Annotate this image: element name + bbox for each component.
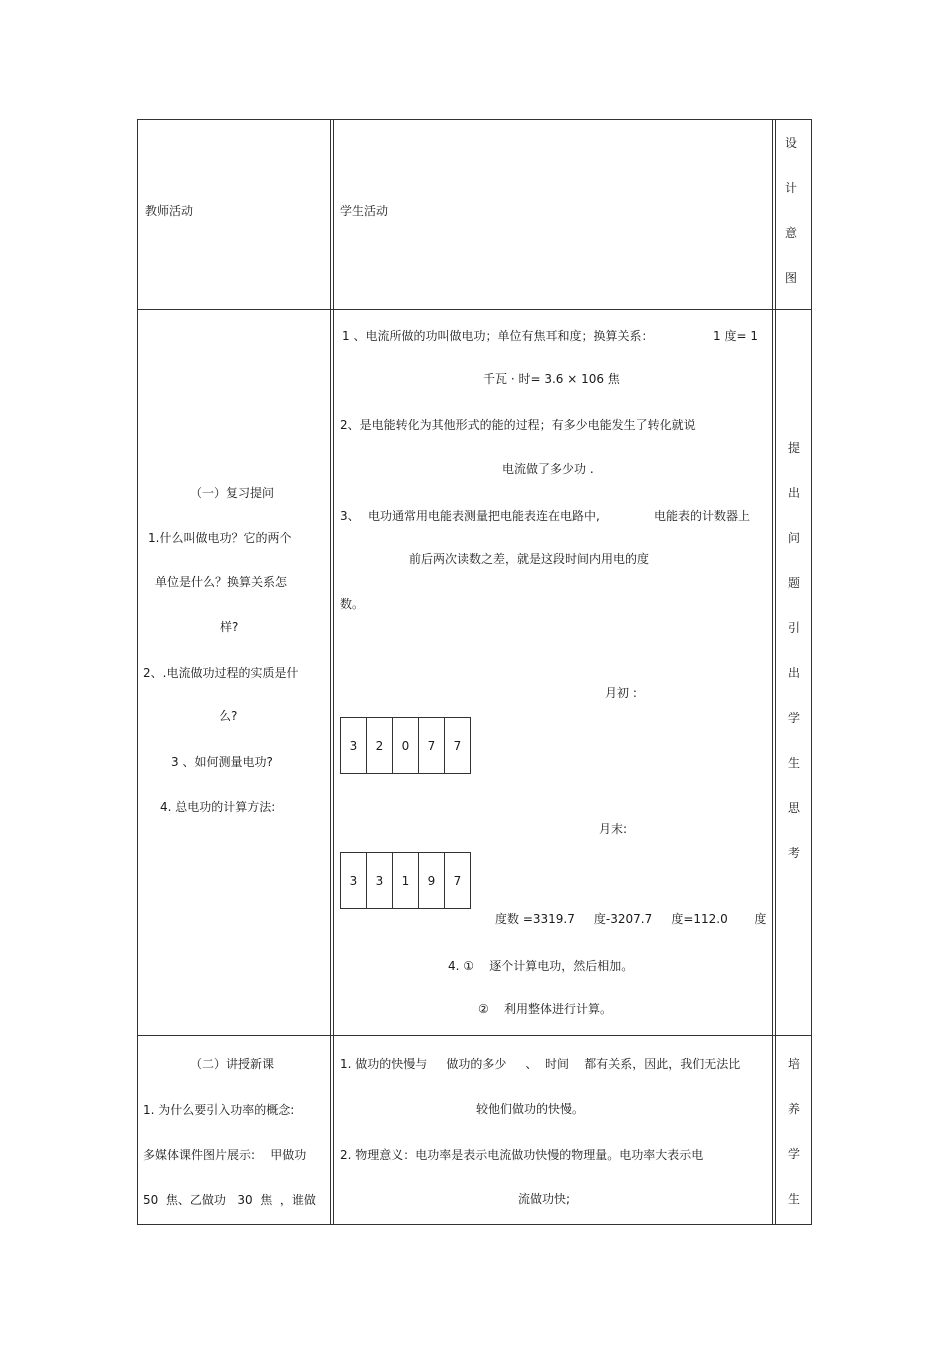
meter-digit: 0 (393, 718, 419, 773)
design-char: 学 (787, 1147, 800, 1161)
meter-digit: 3 (367, 853, 393, 908)
design-char: 出 (787, 666, 800, 680)
review-q3: 3 、如何测量电功? (171, 755, 273, 769)
meter-end (340, 852, 471, 909)
meter-digit: 7 (419, 718, 445, 773)
answer-3b: 电功通常用电能表测量把电能表连在电路中, (368, 509, 600, 523)
header-design-char: 图 (784, 271, 797, 285)
review-q1c: 样? (220, 620, 239, 634)
design-note-2 (774, 1056, 814, 1236)
answer-3d: 前后两次读数之差，就是这段时间内用电的度 (409, 552, 650, 566)
meter-start (340, 717, 471, 774)
design-char: 养 (787, 1102, 800, 1116)
design-char: 题 (787, 576, 800, 590)
answer-3e: 数。 (340, 597, 365, 611)
header-design (771, 135, 811, 315)
design-char: 学 (787, 711, 800, 725)
meter-digit: 3 (341, 853, 367, 908)
design-note-1 (774, 440, 814, 890)
review-q2b: 么? (219, 709, 238, 723)
design-char: 出 (787, 486, 800, 500)
header-design-char: 设 (784, 136, 797, 150)
review-q1a: 1.什么叫做电功？它的两个 (148, 531, 292, 545)
design-char: 引 (787, 621, 800, 635)
lesson-l1: 1. 为什么要引入功率的概念: (143, 1103, 295, 1117)
header-design-char: 意 (784, 226, 797, 240)
meter-digit: 7 (453, 873, 462, 888)
answer-2b: 电流做了多少功 . (502, 462, 594, 476)
lesson-s1b: 较他们做功的快慢。 (476, 1102, 585, 1116)
lesson-s2a: 2. 物理意义：电功率是表示电流做功快慢的物理量。电功率大表示电 (340, 1148, 704, 1162)
design-char: 思 (787, 801, 800, 815)
review-q1b: 单位是什么？换算关系怎 (155, 575, 288, 589)
design-char: 培 (787, 1057, 800, 1071)
design-char: 问 (787, 531, 800, 545)
row-divider (137, 1035, 812, 1036)
review-q2a: 2、.电流做功过程的实质是什 (143, 666, 299, 680)
meter-digit: 7 (453, 738, 462, 753)
design-char: 生 (787, 1192, 800, 1206)
lesson-l2: 多媒体课件图片展示: 甲做功 (143, 1148, 307, 1162)
design-char: 考 (787, 846, 800, 860)
review-title: （一）复习提问 (190, 486, 275, 500)
answer-3c: 电能表的计数器上 (654, 509, 751, 523)
answer-4a: 4. ① 逐个计算电功，然后相加。 (448, 959, 634, 973)
header-divider (137, 309, 812, 310)
review-q4: 4. 总电功的计算方法: (160, 800, 276, 814)
meter-digit: 9 (419, 853, 445, 908)
col-divider-1 (330, 119, 331, 1225)
answer-1a: 1 、电流所做的功叫做电功；单位有焦耳和度；换算关系： (342, 329, 654, 343)
header-student: 学生活动 (340, 204, 389, 218)
lesson-s1a: 1. 做功的快慢与 做功的多少 、 时间 都有关系，因此，我们无法比 (340, 1057, 741, 1071)
design-char: 生 (787, 756, 800, 770)
table-border-top (137, 119, 812, 120)
meter-digit: 3 (341, 718, 367, 773)
col-divider-1b (333, 119, 334, 1225)
header-teacher: 教师活动 (145, 204, 194, 218)
header-design-char: 计 (784, 181, 797, 195)
meter-digit: 1 (393, 853, 419, 908)
lesson-title: （二）讲授新课 (190, 1057, 275, 1071)
lesson-l3: 50 焦、乙做功 30 焦 ，谁做 (143, 1193, 316, 1207)
month-end-label: 月末: (599, 822, 628, 836)
table-border-left (137, 119, 138, 1225)
month-start-label: 月初 : (605, 686, 637, 700)
answer-1b: 1 度= 1 (713, 329, 758, 343)
answer-4b: ② 利用整体进行计算。 (478, 1002, 613, 1016)
answer-3a: 3、 (340, 509, 360, 523)
table-border-bottom (137, 1224, 812, 1225)
answer-1c: 千瓦 · 时= 3.6 × 106 焦 (483, 372, 620, 386)
design-char: 提 (787, 441, 800, 455)
lesson-s2b: 流做功快; (518, 1192, 571, 1206)
meter-digit: 2 (367, 718, 393, 773)
calc-line: 度数 =3319.7 度-3207.7 度=112.0 度 (495, 912, 767, 926)
answer-2a: 2、是电能转化为其他形式的能的过程；有多少电能发生了转化就说 (340, 418, 696, 432)
